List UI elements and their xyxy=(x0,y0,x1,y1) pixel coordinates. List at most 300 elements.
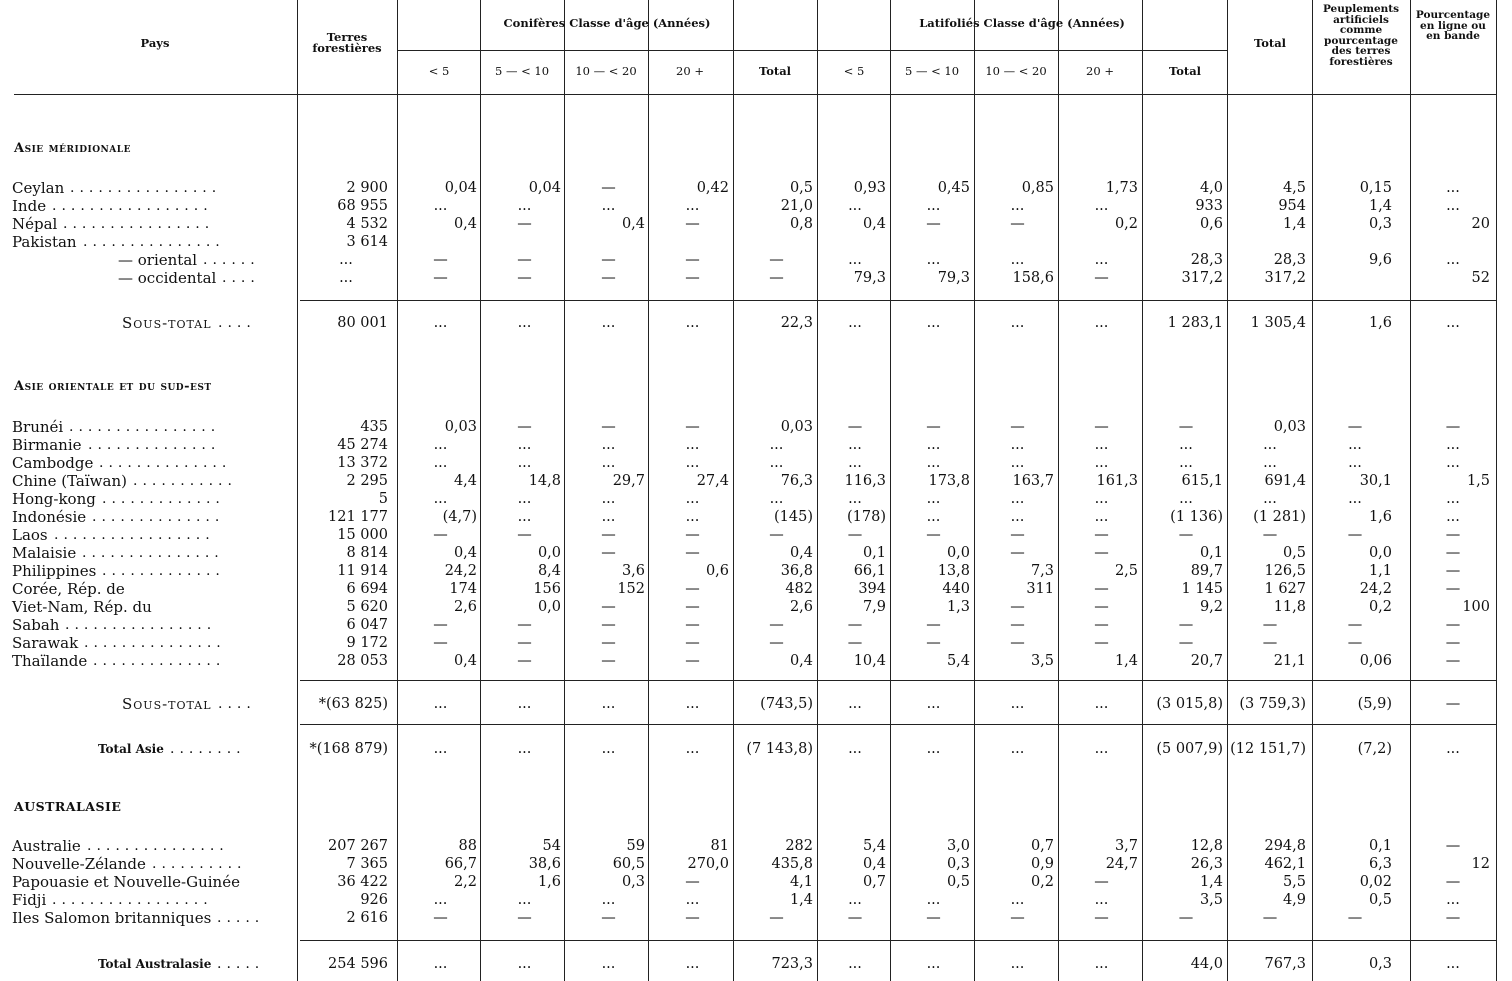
header-latifolies: Latifoliés Classe d'âge (Années) xyxy=(919,16,1125,30)
table-cell: 1,6 xyxy=(1368,315,1392,331)
leader-dots: ................ xyxy=(70,180,222,196)
table-cell: 13 372 xyxy=(337,455,388,471)
table-cell: 24,2 xyxy=(1359,581,1392,597)
table-cell: 0,1 xyxy=(862,545,886,561)
table-cell: — xyxy=(1094,270,1109,286)
table-cell: — xyxy=(685,910,700,926)
leader-dots: ............... xyxy=(87,838,229,854)
table-cell: ... xyxy=(601,509,616,525)
table-cell: — xyxy=(517,635,532,651)
table-cell: ... xyxy=(1179,491,1193,507)
table-cell: ... xyxy=(926,491,941,507)
table-cell: ... xyxy=(1094,315,1109,331)
table-cell: 0,02 xyxy=(1359,874,1392,890)
table-cell: ... xyxy=(1446,252,1460,268)
table-cell: 311 xyxy=(1026,581,1054,597)
table-cell: 173,8 xyxy=(928,473,970,489)
table-cell: — xyxy=(1178,527,1194,543)
table-cell: 0,4 xyxy=(789,653,813,669)
table-cell: 7,3 xyxy=(1030,563,1054,579)
table-cell: 0,15 xyxy=(1359,180,1392,196)
table-cell: ... xyxy=(433,741,448,757)
table-row xyxy=(0,652,1512,670)
table-cell: ... xyxy=(1446,956,1460,972)
table-cell: ... xyxy=(685,491,700,507)
header-con-total: Total xyxy=(758,64,792,78)
table-cell: 0,85 xyxy=(1021,180,1054,196)
table-cell: ... xyxy=(926,696,941,712)
table-cell: ... xyxy=(517,455,532,471)
row-label: Indonésie xyxy=(12,508,87,526)
row-label: Iles Salomon britanniques xyxy=(12,909,212,927)
table-cell: 66,7 xyxy=(444,856,477,872)
table-cell: (4,7) xyxy=(442,509,477,525)
header-pourcentage: Pourcentage en ligne ou en bande xyxy=(1415,9,1491,42)
table-cell: — xyxy=(1178,419,1194,435)
table-cell: — xyxy=(926,617,941,633)
table-cell: ... xyxy=(601,198,616,214)
table-row xyxy=(0,873,1512,891)
table-cell: 4,4 xyxy=(453,473,477,489)
table-cell: — xyxy=(1010,910,1025,926)
table-cell: — xyxy=(685,545,700,561)
leader-dots: ............. xyxy=(102,491,225,507)
table-cell: 282 xyxy=(785,838,813,854)
header-peuplements: Peuplements artificiels comme pourcentage des terres forestières xyxy=(1322,3,1400,68)
table-cell: ... xyxy=(339,270,353,286)
table-cell: 5 620 xyxy=(346,599,388,615)
header-lat-5-10: 5 — < 10 xyxy=(904,64,960,78)
table-cell: ... xyxy=(433,455,448,471)
table-cell: 5 xyxy=(378,491,388,507)
leader-dots: .... xyxy=(222,270,260,286)
table-cell: 691,4 xyxy=(1264,473,1306,489)
table-cell: ... xyxy=(685,509,700,525)
table-cell: 0,9 xyxy=(1030,856,1054,872)
table-cell: ... xyxy=(1010,696,1025,712)
table-cell: 0,1 xyxy=(1368,838,1392,854)
table-cell: — xyxy=(926,910,941,926)
table-cell: ... xyxy=(848,315,862,331)
table-cell: — xyxy=(433,252,448,268)
table-cell: ... xyxy=(433,491,448,507)
table-cell: — xyxy=(601,180,616,196)
table-cell: 158,6 xyxy=(1012,270,1054,286)
table-cell: 80 001 xyxy=(337,315,388,331)
table-cell: 0,42 xyxy=(696,180,729,196)
table-cell: — xyxy=(1445,838,1461,854)
table-cell: ... xyxy=(1348,455,1362,471)
row-label: — oriental xyxy=(118,251,198,269)
table-cell: 79,3 xyxy=(853,270,886,286)
table-row xyxy=(0,215,1512,233)
table-cell: — xyxy=(847,635,863,651)
table-cell: — xyxy=(1010,599,1025,615)
table-cell: — xyxy=(1010,527,1025,543)
table-cell xyxy=(484,233,565,251)
leader-dots: .... xyxy=(218,696,256,712)
table-cell: 79,3 xyxy=(937,270,970,286)
table-cell: 30,1 xyxy=(1359,473,1392,489)
table-cell: ... xyxy=(1094,455,1109,471)
table-cell: 2,2 xyxy=(453,874,477,890)
table-cell: 0,7 xyxy=(1030,838,1054,854)
table-cell: ... xyxy=(1094,741,1109,757)
table-cell: ... xyxy=(601,315,616,331)
table-cell: 36,8 xyxy=(780,563,813,579)
table-cell: ... xyxy=(926,437,941,453)
table-cell: 0,4 xyxy=(453,545,477,561)
table-cell: 6 694 xyxy=(346,581,388,597)
table-cell: — xyxy=(926,527,941,543)
table-cell: ... xyxy=(769,437,784,453)
table-cell: 0,0 xyxy=(946,545,970,561)
table-cell: 1,1 xyxy=(1368,563,1392,579)
table-cell: 1,4 xyxy=(1114,653,1138,669)
leader-dots: ................ xyxy=(69,419,221,435)
header-lat-20plus: 20 + xyxy=(1086,64,1114,78)
subtotal-rule xyxy=(300,300,1496,301)
table-cell: ... xyxy=(433,696,448,712)
table-cell: (178) xyxy=(847,509,886,525)
table-cell: 1,6 xyxy=(1368,509,1392,525)
table-cell: — xyxy=(601,527,616,543)
table-cell: ... xyxy=(601,696,616,712)
table-cell: ... xyxy=(1348,437,1362,453)
table-cell: 3,0 xyxy=(946,838,970,854)
table-cell: — xyxy=(433,527,448,543)
leader-dots: ................. xyxy=(52,198,213,214)
table-cell: 54 xyxy=(542,838,561,854)
table-cell: — xyxy=(1010,216,1025,232)
table-cell: 0,93 xyxy=(853,180,886,196)
header-lat-total: Total xyxy=(1168,64,1202,78)
table-cell: 9,6 xyxy=(1368,252,1392,268)
table-cell: — xyxy=(847,419,863,435)
table-cell: — xyxy=(517,617,532,633)
table-cell: — xyxy=(1445,617,1461,633)
table-cell: 0,2 xyxy=(1368,599,1392,615)
table-cell: 36 422 xyxy=(337,874,388,890)
table-cell: ... xyxy=(1010,956,1025,972)
table-cell: 0,3 xyxy=(1368,956,1392,972)
table-cell: ... xyxy=(769,455,784,471)
table-cell: 21,1 xyxy=(1273,653,1306,669)
table-cell: ... xyxy=(926,198,941,214)
header-con-20plus: 20 + xyxy=(676,64,704,78)
table-cell xyxy=(736,233,817,251)
table-cell: 0,0 xyxy=(537,599,561,615)
table-cell: ... xyxy=(433,198,448,214)
table-cell: 1,4 xyxy=(1199,874,1223,890)
table-cell: — xyxy=(926,216,941,232)
table-cell: 21,0 xyxy=(780,198,813,214)
subtotal-rule xyxy=(300,680,1496,681)
table-cell: — xyxy=(685,252,700,268)
table-cell: — xyxy=(769,270,784,286)
table-row xyxy=(0,891,1512,909)
table-cell: — xyxy=(433,617,448,633)
table-cell: 723,3 xyxy=(771,956,813,972)
table-row xyxy=(0,418,1512,436)
table-cell: 89,7 xyxy=(1190,563,1223,579)
table-cell: — xyxy=(685,216,700,232)
table-cell: (1 136) xyxy=(1170,509,1223,525)
table-cell: — xyxy=(1445,563,1461,579)
table-cell: — xyxy=(769,635,784,651)
total-rule xyxy=(300,724,1496,725)
table-cell: — xyxy=(1010,545,1025,561)
table-cell: — xyxy=(601,599,616,615)
table-cell xyxy=(1061,233,1142,251)
table-cell xyxy=(1314,233,1396,251)
table-cell: — xyxy=(517,910,532,926)
leader-dots: ................. xyxy=(54,527,215,543)
table-cell: 1 283,1 xyxy=(1167,315,1223,331)
table-cell: (145) xyxy=(774,509,813,525)
table-cell: 435 xyxy=(360,419,388,435)
table-cell: ... xyxy=(1094,509,1109,525)
row-label: Total Australasie xyxy=(98,957,212,971)
table-cell: 4,1 xyxy=(789,874,813,890)
table-cell: 1,5 xyxy=(1466,473,1490,489)
table-row xyxy=(0,544,1512,562)
table-cell: ... xyxy=(685,892,700,908)
table-cell: 0,1 xyxy=(1199,545,1223,561)
table-cell: 394 xyxy=(858,581,886,597)
table-row xyxy=(0,955,1512,973)
row-label: Ceylan xyxy=(12,179,65,197)
table-cell: — xyxy=(926,419,941,435)
table-cell: ... xyxy=(601,455,616,471)
table-cell: 3,7 xyxy=(1114,838,1138,854)
table-cell: 954 xyxy=(1278,198,1306,214)
table-cell: — xyxy=(847,617,863,633)
leader-dots: ........ xyxy=(170,741,246,757)
table-cell: ... xyxy=(1094,252,1109,268)
table-cell: 2 900 xyxy=(346,180,388,196)
header-lat-lt5: < 5 xyxy=(843,64,865,78)
table-cell: — xyxy=(601,270,616,286)
table-cell: ... xyxy=(848,491,862,507)
table-row xyxy=(0,233,1512,251)
table-cell: 88 xyxy=(458,838,477,854)
table-cell: — xyxy=(769,910,784,926)
table-cell: 161,3 xyxy=(1096,473,1138,489)
table-cell: ... xyxy=(517,741,532,757)
header-rule xyxy=(817,50,1227,51)
table-cell: ... xyxy=(433,892,448,908)
table-cell xyxy=(652,233,733,251)
table-cell: ... xyxy=(1179,437,1193,453)
header-total: Total xyxy=(1253,36,1287,50)
header-rule xyxy=(397,50,817,51)
row-label: Chine (Taïwan) xyxy=(12,472,127,490)
section-asie-meridionale: Asie méridionale xyxy=(14,141,131,156)
table-cell: (1 281) xyxy=(1253,509,1306,525)
table-cell: — xyxy=(1262,635,1278,651)
table-row xyxy=(0,695,1512,713)
table-cell xyxy=(1314,269,1396,287)
table-cell: — xyxy=(1094,545,1109,561)
table-cell: — xyxy=(1094,910,1109,926)
header-con-10-20: 10 — < 20 xyxy=(575,64,637,78)
table-cell: 8,4 xyxy=(537,563,561,579)
table-cell: — xyxy=(1094,581,1109,597)
table-cell: 0,8 xyxy=(789,216,813,232)
row-label: Cambodge xyxy=(12,454,94,472)
table-cell: ... xyxy=(926,509,941,525)
table-cell: 12 xyxy=(1471,856,1490,872)
table-cell: ... xyxy=(1010,455,1025,471)
row-label: Birmanie xyxy=(12,436,82,454)
table-cell: ... xyxy=(926,892,941,908)
row-label: Népal xyxy=(12,215,58,233)
table-cell: — xyxy=(517,216,532,232)
table-cell: 0,3 xyxy=(1368,216,1392,232)
table-cell: ... xyxy=(601,437,616,453)
table-cell: 14,8 xyxy=(528,473,561,489)
table-row xyxy=(0,855,1512,873)
leader-dots: ..... xyxy=(217,956,265,972)
table-cell: ... xyxy=(1094,437,1109,453)
table-cell: ... xyxy=(1094,198,1109,214)
leader-dots: .............. xyxy=(93,653,226,669)
row-label: Hong-kong xyxy=(12,490,96,508)
table-row xyxy=(0,598,1512,616)
table-cell: 28 053 xyxy=(337,653,388,669)
table-cell: — xyxy=(847,527,863,543)
table-cell: ... xyxy=(1446,741,1460,757)
header-con-5-10: 5 — < 10 xyxy=(494,64,550,78)
row-label: Sous-total xyxy=(122,695,212,713)
table-cell: 5,4 xyxy=(946,653,970,669)
row-label: Sous-total xyxy=(122,314,212,332)
table-cell: — xyxy=(517,252,532,268)
table-cell: 22,3 xyxy=(780,315,813,331)
table-cell: — xyxy=(1010,617,1025,633)
table-cell: — xyxy=(1445,635,1461,651)
table-cell: ... xyxy=(1010,491,1025,507)
table-cell: ... xyxy=(848,252,862,268)
table-cell: — xyxy=(769,617,784,633)
table-cell: 3,5 xyxy=(1199,892,1223,908)
table-cell: 926 xyxy=(360,892,388,908)
table-cell: ... xyxy=(1010,892,1025,908)
row-label: — occidental xyxy=(118,269,217,287)
table-cell: 20,7 xyxy=(1190,653,1223,669)
table-cell: 8 814 xyxy=(346,545,388,561)
table-cell: — xyxy=(1445,419,1461,435)
table-cell: 156 xyxy=(533,581,561,597)
table-cell xyxy=(1145,233,1227,251)
table-cell: ... xyxy=(1010,437,1025,453)
header-con-lt5: < 5 xyxy=(428,64,450,78)
table-cell: — xyxy=(685,653,700,669)
table-cell: 0,6 xyxy=(1199,216,1223,232)
table-cell: 10,4 xyxy=(853,653,886,669)
table-cell: 207 267 xyxy=(328,838,388,854)
table-cell: — xyxy=(847,910,863,926)
leader-dots: ..... xyxy=(217,910,265,926)
table-cell: 100 xyxy=(1462,599,1490,615)
row-label: Philippines xyxy=(12,562,97,580)
table-row xyxy=(0,909,1512,927)
table-cell: 121 177 xyxy=(328,509,388,525)
table-cell: — xyxy=(601,252,616,268)
table-cell: 7 365 xyxy=(346,856,388,872)
table-cell: 1,6 xyxy=(537,874,561,890)
table-cell: ... xyxy=(601,892,616,908)
table-cell: (3 759,3) xyxy=(1239,696,1306,712)
table-row xyxy=(0,490,1512,508)
table-cell: — xyxy=(1178,635,1194,651)
table-cell: 12,8 xyxy=(1190,838,1223,854)
table-cell: ... xyxy=(1010,315,1025,331)
table-cell: — xyxy=(1347,527,1363,543)
table-row xyxy=(0,580,1512,598)
table-row xyxy=(0,740,1512,758)
table-cell: 1,73 xyxy=(1105,180,1138,196)
table-cell: 24,7 xyxy=(1105,856,1138,872)
leader-dots: ............... xyxy=(84,635,226,651)
table-cell: 11,8 xyxy=(1273,599,1306,615)
table-cell: ... xyxy=(1010,198,1025,214)
leader-dots: .............. xyxy=(88,437,221,453)
table-cell xyxy=(893,233,974,251)
table-cell: 45 274 xyxy=(337,437,388,453)
row-label: Brunéi xyxy=(12,418,64,436)
table-cell: — xyxy=(517,419,532,435)
row-label: Pakistan xyxy=(12,233,77,251)
table-cell: 44,0 xyxy=(1190,956,1223,972)
table-cell: ... xyxy=(685,198,700,214)
table-cell: ... xyxy=(1446,509,1460,525)
header-bottom-rule xyxy=(14,94,1496,95)
table-cell: 174 xyxy=(449,581,477,597)
table-cell: 0,45 xyxy=(937,180,970,196)
table-cell: 0,03 xyxy=(1273,419,1306,435)
table-cell: ... xyxy=(517,696,532,712)
table-cell: ... xyxy=(848,956,862,972)
table-cell: 28,3 xyxy=(1273,252,1306,268)
table-cell: ... xyxy=(926,315,941,331)
table-row xyxy=(0,562,1512,580)
row-label: Inde xyxy=(12,197,47,215)
row-label: Corée, Rép. de xyxy=(12,580,125,598)
table-cell: ... xyxy=(517,892,532,908)
table-cell: — xyxy=(769,527,784,543)
table-cell: — xyxy=(1347,635,1363,651)
table-cell: ... xyxy=(1263,455,1277,471)
table-cell: — xyxy=(685,581,700,597)
table-cell: 1,4 xyxy=(789,892,813,908)
header-pays: Pays xyxy=(140,36,170,50)
table-cell: 68 955 xyxy=(337,198,388,214)
row-label: Sabah xyxy=(12,616,60,634)
table-cell: 0,03 xyxy=(780,419,813,435)
table-cell: — xyxy=(1445,545,1461,561)
table-cell: — xyxy=(769,252,784,268)
table-cell: 81 xyxy=(710,838,729,854)
table-cell: 28,3 xyxy=(1190,252,1223,268)
table-cell: 6,3 xyxy=(1368,856,1392,872)
table-cell: 0,0 xyxy=(537,545,561,561)
table-cell: 29,7 xyxy=(612,473,645,489)
table-cell: 15 000 xyxy=(337,527,388,543)
row-label: Thaïlande xyxy=(12,652,88,670)
table-cell: 13,8 xyxy=(937,563,970,579)
